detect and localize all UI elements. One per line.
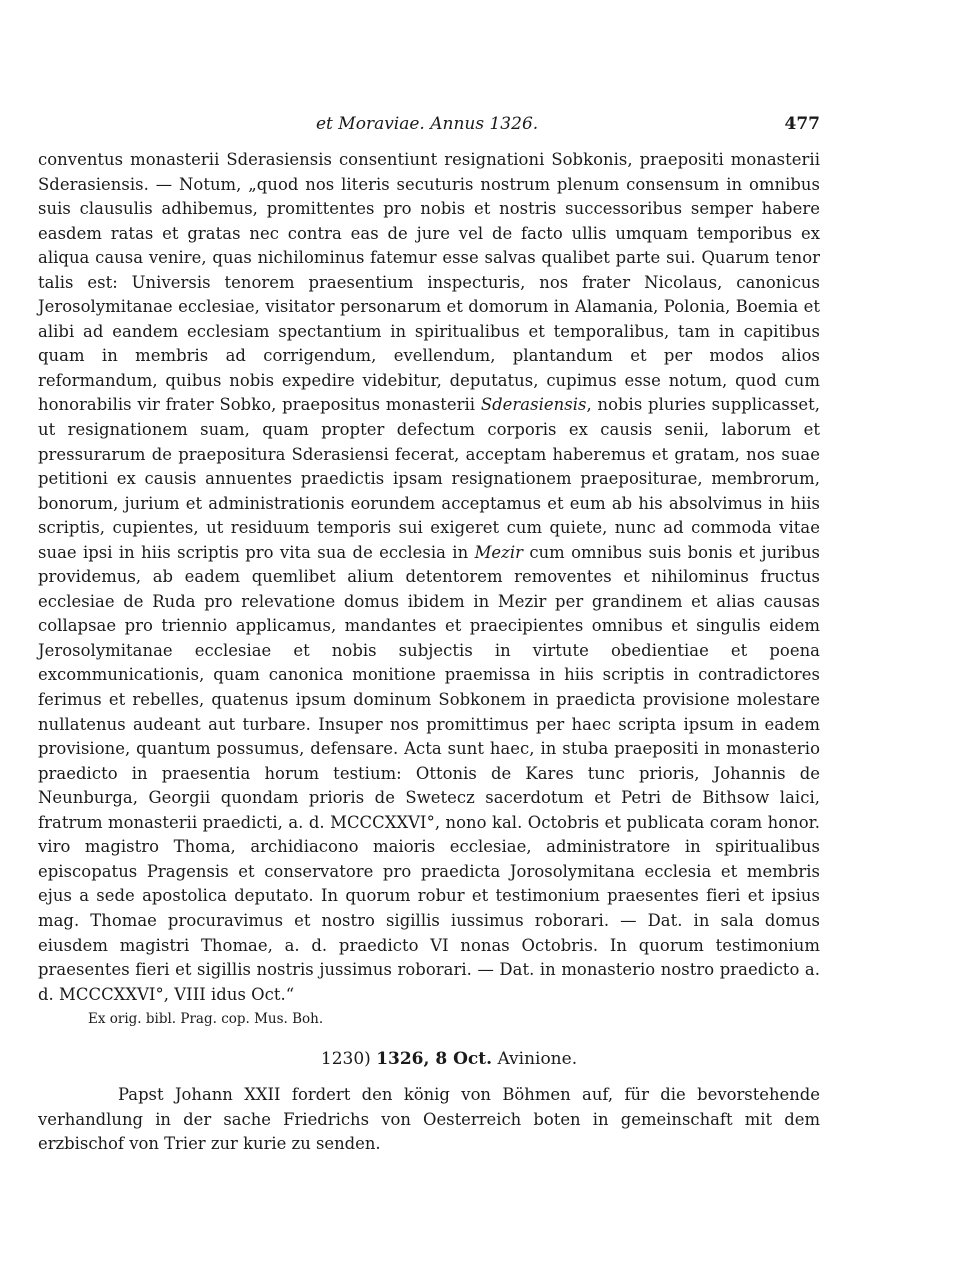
entry-number: 1230) bbox=[320, 1049, 371, 1070]
place-name-sderasiensis: Sderasiensis bbox=[480, 395, 587, 415]
running-head bbox=[38, 108, 820, 148]
charter-text-part-1: conventus monasterii Sderasiensis consentiunt resignationi Sobkonis, praepositi monasterii Sderasiensis. — Notum, „quod nos literis secuturis nostrum plenum consensum in omnibus suis clausulis adhibemus, promittentes pro nobis et nostris successoribus semper habere easdem ratas et gratas nec contra eas de jure vel de facto ullis umquam temporibus ex aliqua causa venire, quas nichilominus fatemur esse salvas qualibet parte sui. Quarum tenor talis est: Universis tenorem praesentium inspecturis, nos frater Nicolaus, canonicus Jerosolymitanae ecclesiae, visitator personarum et domorum in Alamania, Polonia, Boemia et alibi ad eandem ecclesiam spectantium in spiritualibus et temporalibus, tam in capitibus quam in membris ad corrigendum, evellendum, plantandum et per modos alios reformandum, quibus nobis expedire videbitur, deputatus, cupimus esse notum, quod cum honorabilis vir frater Sobko, praepositus monasterii bbox=[38, 150, 820, 415]
place-name-mezir: Mezir bbox=[474, 542, 524, 562]
charter-text bbox=[38, 148, 820, 1007]
source-note: Ex orig. bibl. Prag. cop. Mus. Boh. bbox=[88, 1011, 324, 1028]
regest-text: Papst Johann XXII fordert den könig von Böhmen auf, für die bevorstehende verhandlung in der sache Friedrichs von Oesterreich boten in gemeinschaft mit dem erzbischof von Trier zur kurie zu senden. bbox=[38, 1085, 820, 1154]
document-page bbox=[38, 108, 820, 1157]
charter-text-part-3: cum omnibus suis bonis et juribus providemus, ab eadem quemlibet alium detentorem removentes et nihilominus fructus ecclesiae de Ruda pro relevatione domus ibidem in Mezir per grandinem et alias causas collapsae pro triennio applicamus, mandantes et praecipientes omnibus et singulis eidem Jerosolymitanae ecclesiae et nobis subjectis in virtute obedientiae et poena excommunicationis, quam canonica monitione praemissa in hiis scriptis in contradictores ferimus et rebelles, quatenus ipsum dominum Sobkonem in praedicta provisione molestare nullatenus audeant aut turbare. Insuper nos promittimus per haec scripta ipsum in eadem provisione, quantum possumus, defensare. Acta sunt haec, in stuba praepositi in monasterio praedicto in praesentia horum testium: Ottonis de Kares tunc prioris, Johannis de Neunburga, Georgii quondam prioris de Swetecz sacerdotum et Petri de Bithsow laici, fratrum monasterii praedicti, a. d. MCCCXXVI°, nono kal. Octobris et publicata coram honor. viro magistro Thoma, archidiacono maioris ecclesiae, administratore in spiritualibus episcopatus Pragensis et conservatore pro praedicta Jorosolymitana ecclesia et membris ejus a sede apostolica deputato. In quorum robur et testimonium praesentes fieri et ipsius mag. Thomae procuravimus et nostro sigillis iussimus roborari. — Dat. in sala domus eiusdem magistri Thomae, a. d. praedicto VI nonas Octobris. In quorum testimonium praesentes fieri et sigillis nostris jussimus roborari. — Dat. in monasterio nostro praedicto a. d. MCCCXXVI°, VIII idus Oct.“ bbox=[38, 542, 821, 1004]
entry-date: 1326, 8 Oct. bbox=[376, 1049, 493, 1070]
page-number: 477 bbox=[784, 114, 820, 134]
running-title: et Moraviae. Annus 1326. bbox=[316, 114, 539, 134]
entry-heading bbox=[38, 1047, 820, 1071]
entry-place: Avinione. bbox=[497, 1049, 578, 1070]
charter-text-part-2: , nobis pluries supplicasset, ut resignationem suam, quam propter defectum corporis ex causis senii, laborum et pressurarum de praepositura Sderasiensi fecerat, acceptam haberemus et gratam, nos suae petitioni ex causis annuentes praedictis ipsam resignationem praepositurae, membrorum, bonorum, jurium et administrationis eorundem acceptamus et eum ab his absolvimus in hiis scriptis, cupientes, ut residuum temporis sui exigeret cum quiete, nunc ad commoda vitae suae ipsi in hiis scriptis pro vita sua de ecclesia in bbox=[38, 395, 820, 562]
